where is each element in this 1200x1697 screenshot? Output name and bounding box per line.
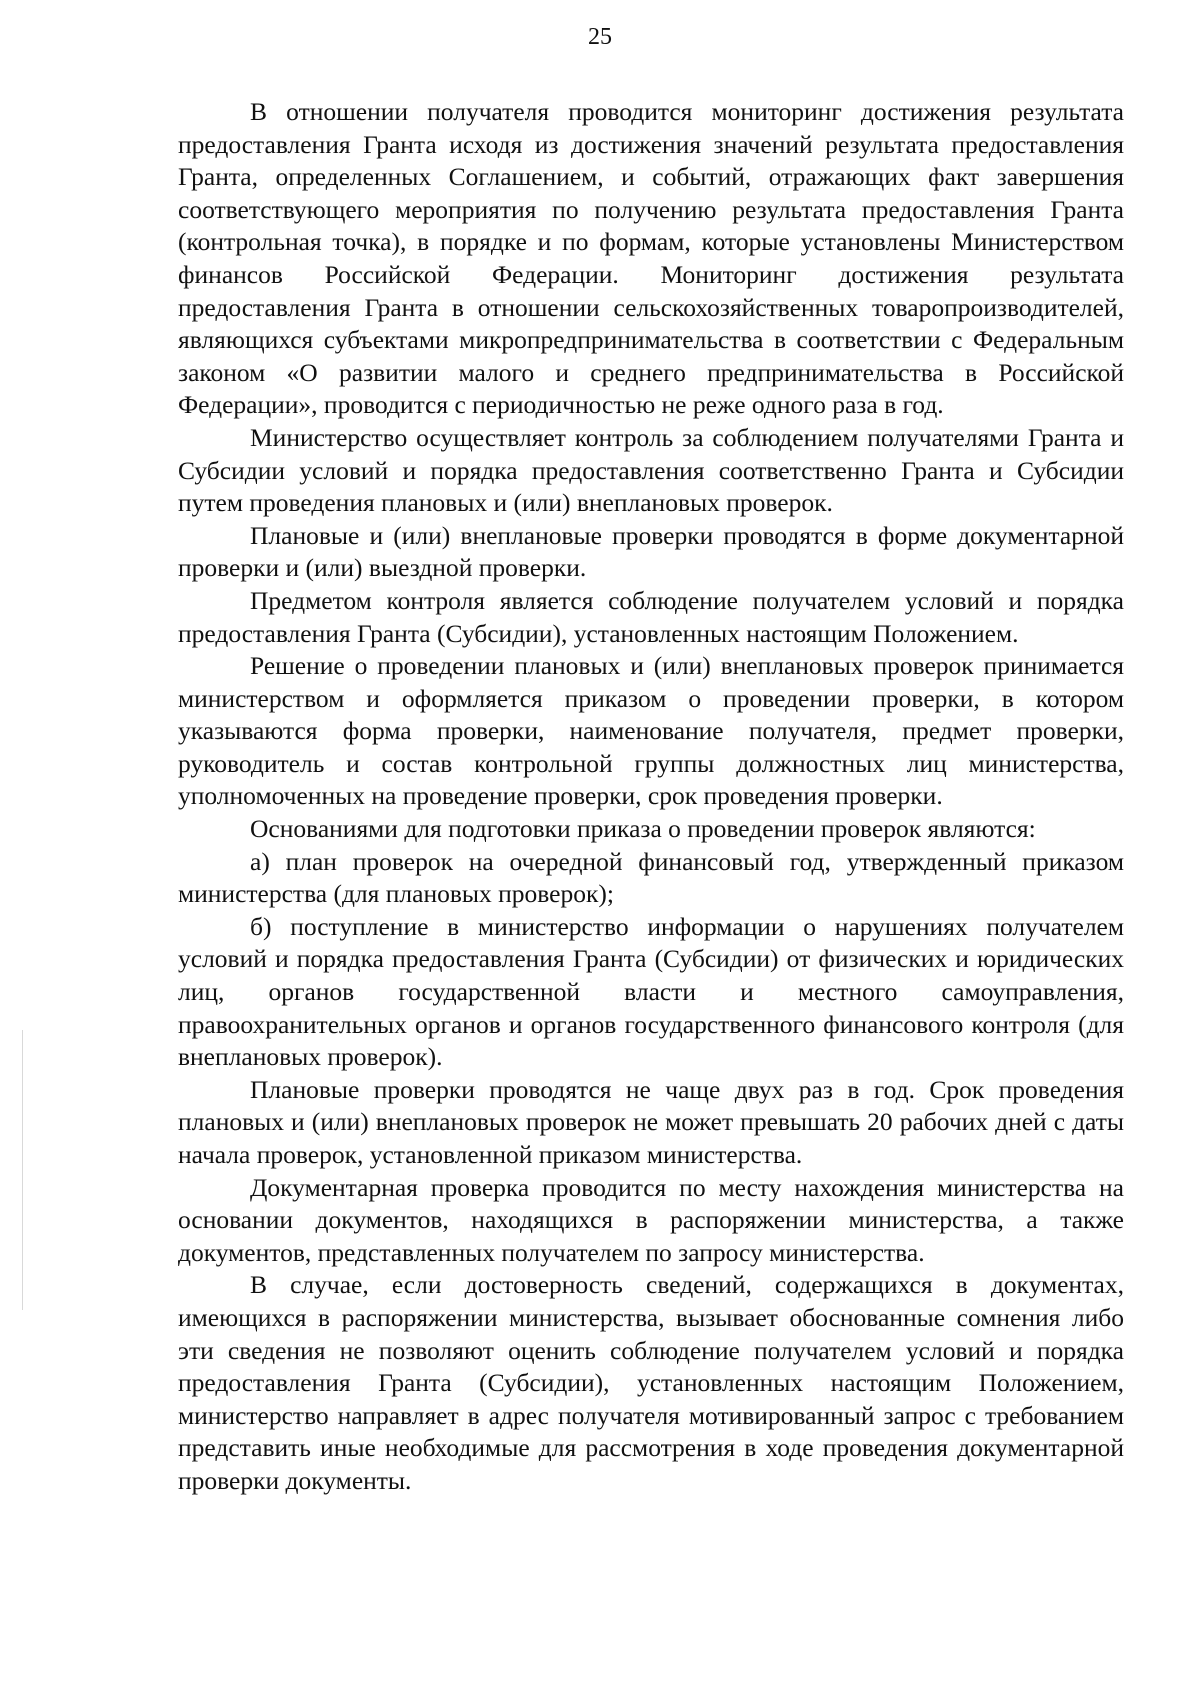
page-number: 25 xyxy=(588,24,612,50)
paragraph-control-subject: Предметом контроля является соблюдение получателем условий и порядка предоставления Гранта (Субсидии), установленных настоящим Положением. xyxy=(178,585,1124,648)
paragraph-grounds-intro: Основаниями для подготовки приказа о проведении проверок являются: xyxy=(250,814,1036,844)
paragraph-monitoring: В отношении получателя проводится мониторинг достижения результата предоставления Гранта исходя из достижения значений результата предоставления Гранта, определенных Соглашением, и событий, отражающих факт завершения соответствующего мероприятия по получению результата предоставления Гранта (контрольная точка), в порядке и по формам, которые установлены Министерством финансов Российской Федерации. Мониторинг достижения результата предоставления Гранта в отношении сельскохозяйственных товаропроизводителей, являющихся субъектами микропредпринимательства в соответствии с Федеральным законом «О развитии малого и среднего предпринимательства в Российской Федерации», проводится с периодичностью не реже одного раза в год. xyxy=(178,97,1124,420)
paragraph-ground-a: а) план проверок на очередной финансовый год, утвержденный приказом министерства (для плановых проверок); xyxy=(178,846,1124,909)
paragraph-control: Министерство осуществляет контроль за соблюдением получателями Гранта и Субсидии условий и порядка предоставления соответственно Гранта и Субсидии путем проведения плановых и (или) внеплановых проверок. xyxy=(178,422,1124,518)
scan-margin-line xyxy=(22,1030,23,1310)
document-body xyxy=(178,96,1124,1498)
paragraph-documentary-inspection: Документарная проверка проводится по месту нахождения министерства на основании документов, находящихся в распоряжении министерства, а также документов, представленных получателем по запросу министерства. xyxy=(178,1172,1124,1267)
paragraph-ground-b: б) поступление в министерство информации о нарушениях получателем условий и порядка предоставления Гранта (Субсидии) от физических и юридических лиц, органов государственной власти и местного самоуправления, правоохранительных органов и органов государственного финансового контроля (для внеплановых проверок). xyxy=(178,911,1124,1072)
paragraph-inspection-decision: Решение о проведении плановых и (или) внеплановых проверок принимается министерством и оформляется приказом о проведении проверки, в котором указываются форма проверки, наименование получателя, предмет проверки, руководитель и состав контрольной группы должностных лиц министерства, уполномоченных на проведение проверки, срок проведения проверки. xyxy=(178,651,1124,811)
paragraph-inspection-forms: Плановые и (или) внеплановые проверки проводятся в форме документарной проверки и (или) выездной проверки. xyxy=(178,520,1124,583)
paragraph-information-request: В случае, если достоверность сведений, содержащихся в документах, имеющихся в распоряжении министерства, вызывает обоснованные сомнения либо эти сведения не позволяют оценить соблюдение получателем условий и порядка предоставления Гранта (Субсидии), установленных настоящим Положением, министерство направляет в адрес получателя мотивированный запрос с требованием представить иные необходимые для рассмотрения в ходе проведения документарной проверки документы. xyxy=(178,1270,1124,1495)
paragraph-inspection-frequency: Плановые проверки проводятся не чаще двух раз в год. Срок проведения плановых и (или) внеплановых проверок не может превышать 20 рабочих дней с даты начала проверок, установленной приказом министерства. xyxy=(178,1074,1124,1169)
